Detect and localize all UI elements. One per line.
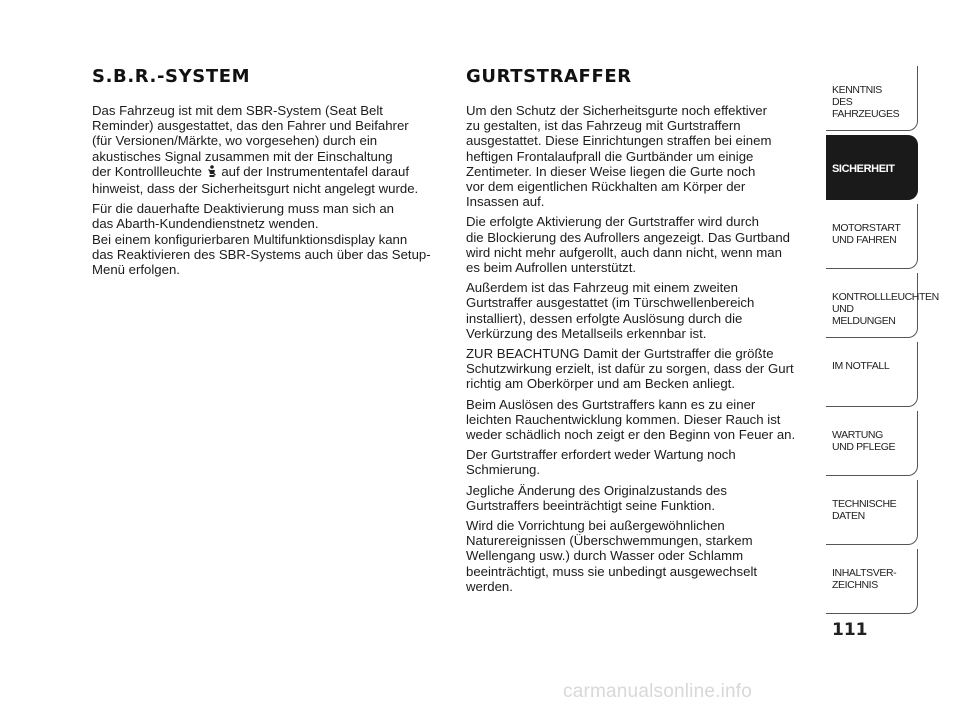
tab-notfall[interactable] [826,342,918,407]
page-number: 111 [832,620,868,640]
tab-label: TECHNISCHE DATEN [832,498,897,522]
tab-sicherheit[interactable] [826,135,918,200]
tab-technische-daten[interactable] [826,480,918,545]
tab-kenntnis[interactable] [826,66,918,131]
sbr-paragraph-2: Für die dauerhafte Deaktivierung muss man sich an das Abarth-Kundendienstnetz wenden. Bei einem konfigurierbaren Multifunktionsdisplay kann das Reaktivieren des SBR-Systems auch über das Setup- Menü erfolgen. [92,201,431,278]
gurtstraffer-paragraph: ZUR BEACHTUNG Damit der Gurtstraffer die größte Schutzwirkung erzielt, ist dafür zu sorgen, dass der Gurt richtig am Oberkörper und am Becken anliegt. [466,346,794,392]
gurtstraffer-paragraph: Beim Auslösen des Gurtstraffers kann es zu einer leichten Rauchentwicklung kommen. Dieser Rauch ist weder schädlich noch zeigt er den Beginn von Feuer an. [466,396,796,443]
left-column [92,66,440,282]
tab-motorstart[interactable] [826,204,918,269]
gurtstraffer-paragraph: Um den Schutz der Sicherheitsgurte noch effektiver zu gestalten, ist das Fahrzeug mit Gurtstraffern ausgestattet. Diese Einrichtungen straffen bei einem heftigen Frontalaufprall die Gurtbänder um einige Zentimeter. In dieser Weise liegen die Gurte noch vor dem eigentlichen Rückhalten am Körper der Insassen auf. [466,103,772,210]
seatbelt-warning-icon [207,165,217,181]
tab-label: KENNTNIS DES FAHRZEUGES [832,84,900,120]
watermark: carmanualsonline.info [563,681,753,702]
gurtstraffer-paragraph: Wird die Vorrichtung bei außergewöhnlichen Naturereignissen (Überschwemmungen, starkem Wellengang usw.) durch Wasser oder Schlamm beeinträchtigt, muss sie unbedingt ausgewechselt werden. [466,518,758,594]
sbr-p1-text-b: auf der Instrumententafel darauf hinweist, dass der Sicherheitsgurt nicht angelegt wurde. [92,163,419,197]
sbr-paragraph-1 [92,103,440,196]
gurtstraffer-paragraph: Jegliche Änderung des Originalzustands des Gurtstraffers beeinträchtigt seine Funktion. [466,482,727,513]
tab-label: SICHERHEIT [832,163,895,175]
right-column [466,66,818,599]
gurtstraffer-paragraph: Außerdem ist das Fahrzeug mit einem zweiten Gurtstraffer ausgestattet (im Türschwellenbereich installiert), dessen erfolgte Auslösung durch die Verkürzung des Metallseils erkennbar ist. [466,280,755,341]
gurtstraffer-paragraph: Die erfolgte Aktivierung der Gurtstraffer wird durch die Blockierung des Aufrollers angezeigt. Das Gurtband wird nicht mehr aufgerollt, auch dann nicht, wenn man es beim Aufrollen unterstützt. [466,214,791,276]
tab-label: MOTORSTART UND FAHREN [832,222,901,246]
tab-wartung[interactable] [826,411,918,476]
sbr-p1-text-a: Das Fahrzeug ist mit dem SBR-System (Seat Belt Reminder) ausgestattet, das den Fahrer und Beifahrer (für Versionen/Märkte, wo vorgesehen) durch ein akustisches Signal zusammen mit der Einschaltung der Kontrollleuchte [92,103,409,179]
chapter-tabs [826,66,939,618]
tab-label: KONTROLLLEUCHTEN UND MELDUNGEN [832,291,939,327]
tab-kontrollleuchten[interactable] [826,273,939,338]
section-title-gurtstraffer: GURTSTRAFFER [466,66,632,87]
tab-label: WARTUNG UND PFLEGE [832,429,896,453]
tab-inhaltsverzeichnis[interactable] [826,549,918,614]
gurtstraffer-paragraph: Der Gurtstraffer erfordert weder Wartung noch Schmierung. [466,447,736,478]
tab-label: INHALTSVER- ZEICHNIS [832,567,897,591]
tab-label: IM NOTFALL [832,360,890,372]
section-title-sbr: S.B.R.-SYSTEM [92,66,251,87]
